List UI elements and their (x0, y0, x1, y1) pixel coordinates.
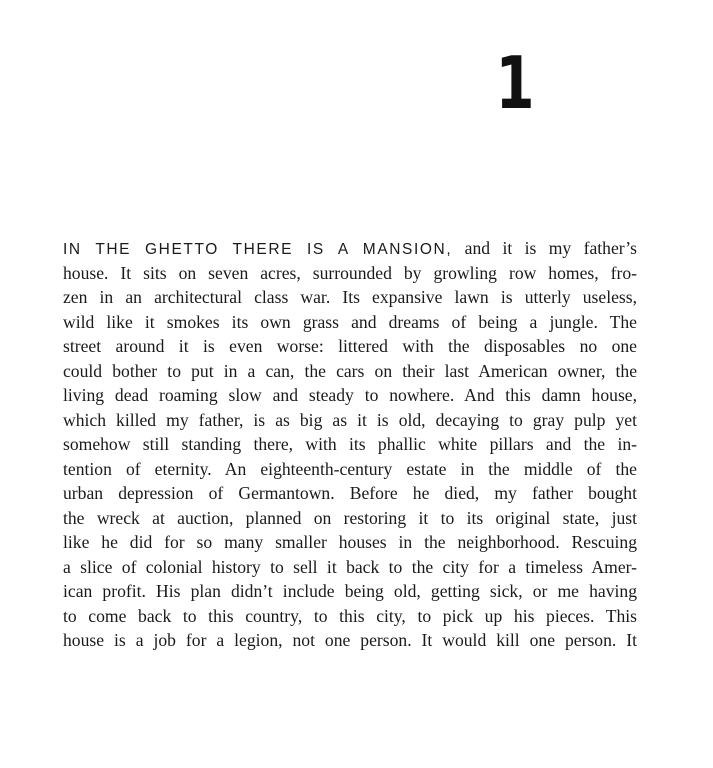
chapter-number: 1 (495, 41, 535, 125)
text-line-12: the wreck at auction, planned on restoring it to its original state, just (63, 507, 637, 528)
text-line-9: somehow still standing there, with its phallic white pillars and the in- (63, 434, 637, 454)
text-line-17: house is a job for a legion, not one person. It would kill one person. It (63, 630, 637, 650)
text-line-14: a slice of colonial history to sell it back to the city for a timeless Amer- (63, 556, 637, 577)
text-line-16: to come back to this country, to this city, to pick up his pieces. This (63, 605, 637, 626)
text-line-6: could bother to put in a can, the cars on their last American owner, the (63, 360, 637, 381)
text-line-11: urban depression of Germantown. Before he died, my father bought (63, 483, 637, 503)
text-line-3: zen in an architectural class war. Its expansive lawn is utterly useless, (63, 287, 637, 307)
text-line-4: wild like it smokes its own grass and dreams of being a jungle. The (63, 311, 637, 332)
text-line-7: living dead roaming slow and steady to nowhere. And this damn house, (63, 385, 637, 405)
text-line-13: like he did for so many smaller houses in the neighborhood. Rescuing (63, 532, 637, 552)
opening-small-caps: IN THE GHETTO THERE IS A MANSION, (63, 241, 453, 258)
text-line-15: ican profit. His plan didn’t include being old, getting sick, or me having (63, 581, 637, 601)
text-line-10: tention of eternity. An eighteenth-century estate in the middle of the (63, 458, 637, 479)
text-line-2: house. It sits on seven acres, surrounded by growling row homes, fro- (63, 262, 637, 283)
chapter-body-text (63, 236, 637, 653)
text-line-8: which killed my father, is as big as it is old, decaying to gray pulp yet (63, 409, 637, 430)
text-line-1-rest: and it is my father’s (452, 238, 637, 258)
text-line-5: street around it is even worse: littered with the disposables no one (63, 336, 637, 356)
text-line-1 (63, 236, 637, 261)
